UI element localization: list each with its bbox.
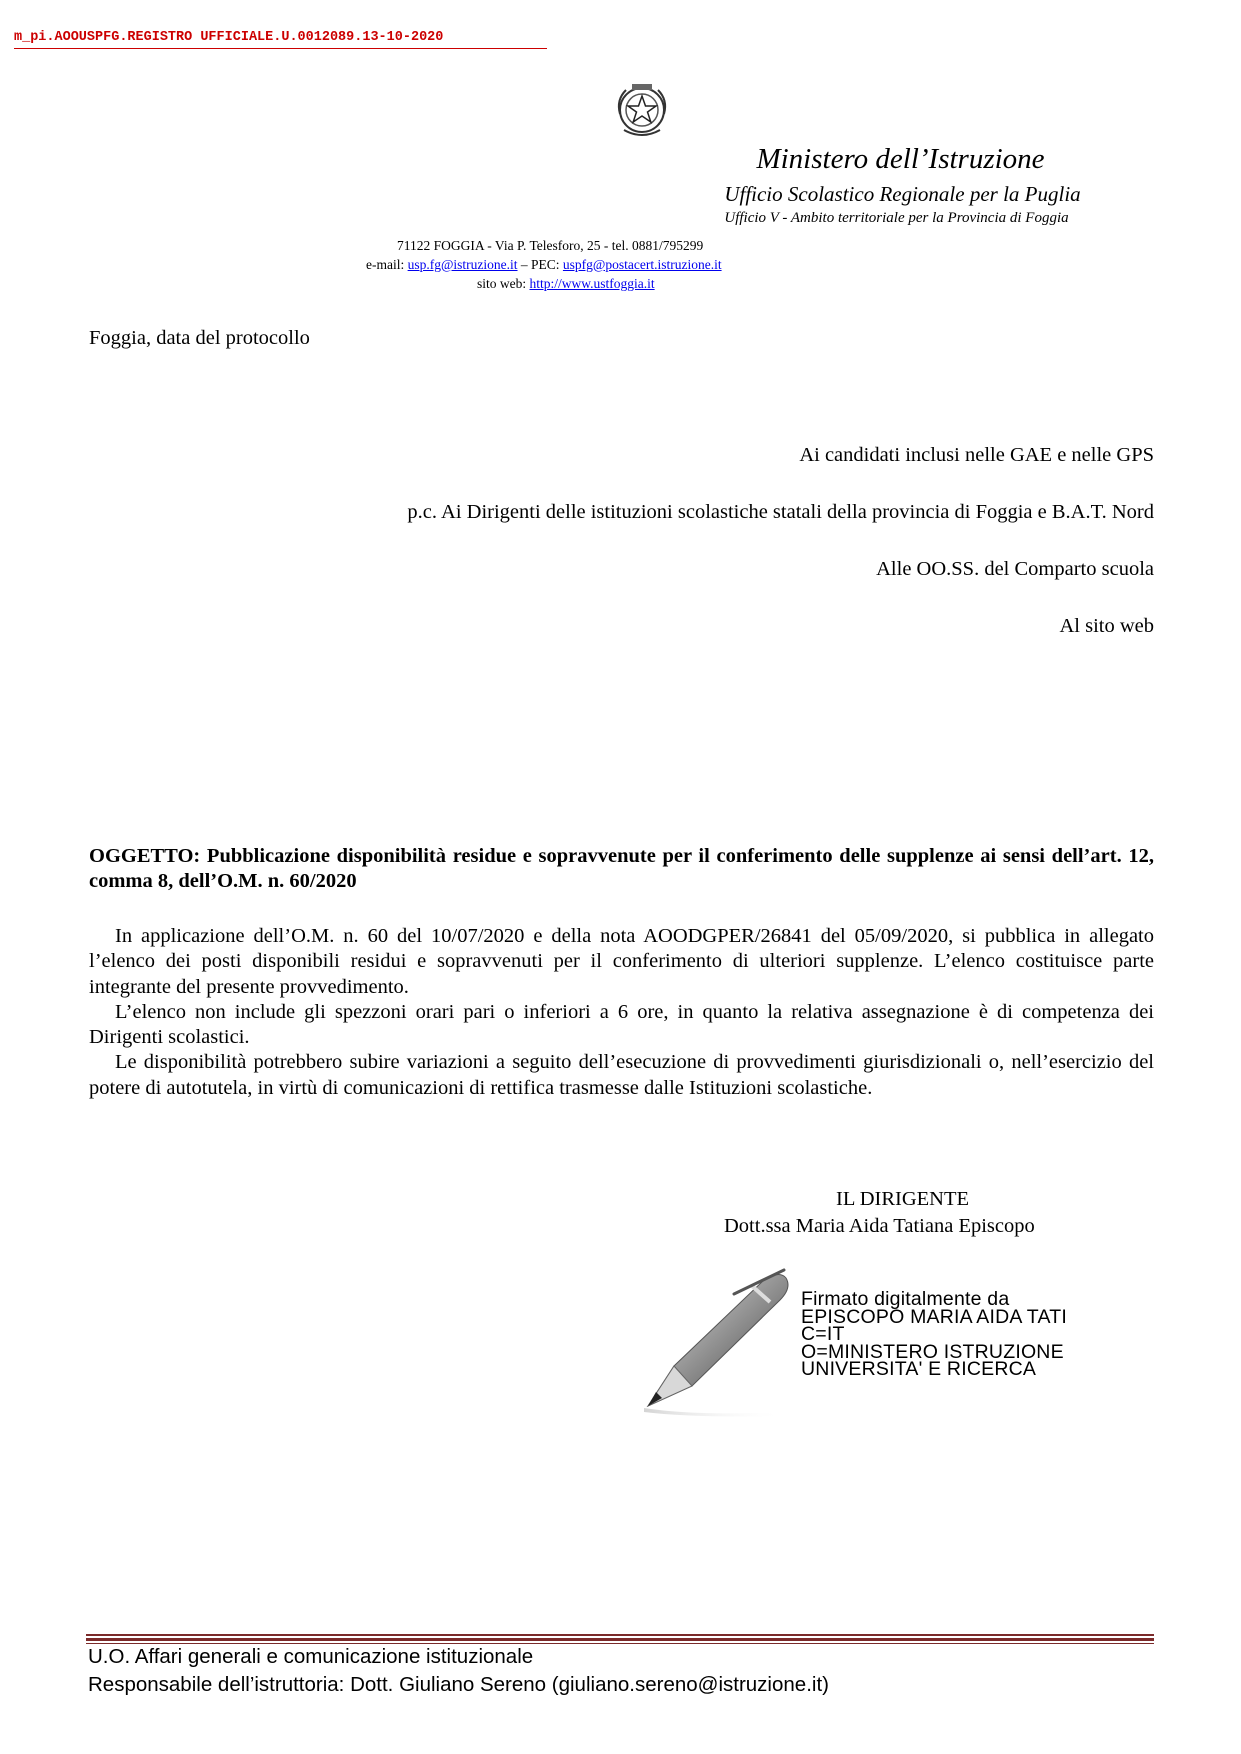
contact-line [366,257,722,273]
protocol-underline [14,48,547,49]
signer-name: Dott.ssa Maria Aida Tatiana Episcopo [724,1215,1035,1237]
italian-republic-emblem-icon [612,80,672,140]
website-line [477,276,655,292]
signature-line: Firmato digitalmente da [801,1288,1010,1310]
date-line: Foggia, data del protocollo [89,327,310,349]
recipient-candidates: Ai candidati inclusi nelle GAE e nelle GPS [799,444,1154,466]
signature-line: UNIVERSITA' E RICERCA [801,1358,1037,1380]
protocol-stamp: m_pi.AOOUSPFG.REGISTRO UFFICIALE.U.0012089.13-10-2020 [14,30,444,45]
footer-rule [86,1638,1154,1641]
web-label: sito web: [477,276,530,291]
pec-link[interactable]: uspfg@postacert.istruzione.it [562,257,722,272]
pec-label: – PEC: [517,257,563,272]
footer-rule [86,1634,1154,1636]
body-paragraph: L’elenco non include gli spezzoni orari pari o inferiori a 6 ore, in quanto la relativa assegnazione è di competenza dei Dirigenti scolastici. [89,1000,1154,1049]
digital-signature-block [801,1288,1067,1380]
subject-line: OGGETTO: Pubblicazione disponibilità residue e sopravvenute per il conferimento delle supplenze ai sensi dell’art. 12, comma 8, dell’O.M. n. 60/2020 [89,845,1154,892]
footer-contact: Responsabile dell’istruttoria: Dott. Giuliano Sereno (giuliano.sereno@istruzione.it) [88,1673,829,1696]
regional-office: Ufficio Scolastico Regionale per la Puglia [724,182,1081,206]
recipient-website: Al sito web [1059,615,1154,637]
office-name: Ufficio V - Ambito territoriale per la Provincia di Foggia [724,210,1069,226]
body-paragraph: Le disponibilità potrebbero subire variazioni a seguito dell’esecuzione di provvedimenti giurisdizionali o, nell’esercizio del potere di autotutela, in virtù di comunicazioni di rettifica trasmesse dalle Istituzioni scolastiche. [89,1051,1154,1099]
recipient-school-heads: p.c. Ai Dirigenti delle istituzioni scolastiche statali della provincia di Foggia e B.A.T. Nord [407,501,1154,523]
signature-line: C=IT [801,1323,845,1345]
body-paragraph: In applicazione dell’O.M. n. 60 del 10/07/2020 e della nota AOODGPER/26841 del 05/09/2020, si pubblica in allegato l’elenco dei posti disponibili residui e sopravvenuti per il conferimento di ulteriori supplenze. L’elenco costituisce parte integrante del presente provvedimento. [89,925,1154,998]
signature-line: EPISCOPO MARIA AIDA TATI [801,1305,1067,1328]
signature-line: O=MINISTERO ISTRUZIONE [801,1340,1064,1363]
footer-office: U.O. Affari generali e comunicazione istituzionale [88,1645,534,1668]
ministry-title: Ministero dell’Istruzione [756,143,1045,175]
website-link[interactable]: http://www.ustfoggia.it [529,276,655,291]
email-label: e-mail: [366,257,408,272]
recipient-unions: Alle OO.SS. del Comparto scuola [876,558,1154,580]
signer-title: IL DIRIGENTE [836,1188,970,1210]
email-link[interactable]: usp.fg@istruzione.it [407,257,518,272]
letter-body [89,924,1154,1101]
office-address: 71122 FOGGIA - Via P. Telesforo, 25 - tel. 0881/795299 [397,238,704,253]
footer-rule [86,1643,1154,1644]
pen-icon [634,1266,798,1418]
